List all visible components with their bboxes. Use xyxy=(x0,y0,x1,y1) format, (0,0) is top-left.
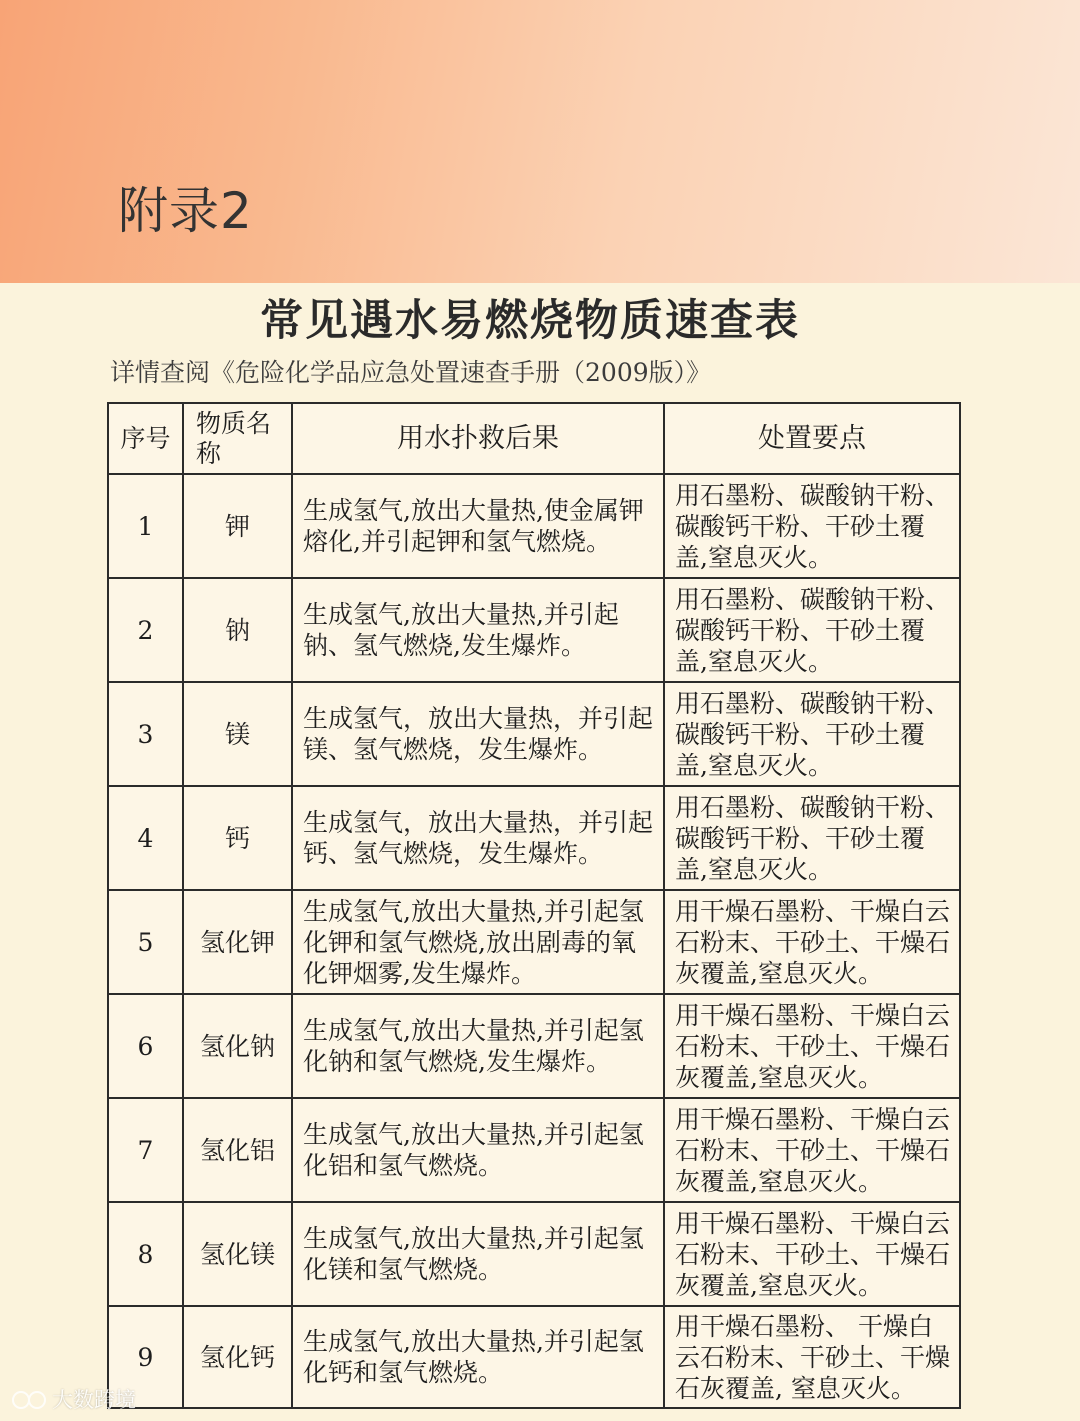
header-band xyxy=(0,0,1080,283)
row-substance-name: 氢化钙 xyxy=(183,1306,292,1408)
row-water-effect: 生成氢气,放出大量热,并引起钠、氢气燃烧,发生爆炸。 xyxy=(292,578,664,682)
row-handling: 用干燥石墨粉、干燥白云石粉末、干砂土、干燥石灰覆盖,窒息灭火。 xyxy=(664,994,960,1098)
table-row xyxy=(108,786,960,890)
watermark-text: 大数跨境 xyxy=(52,1388,136,1412)
row-handling: 用干燥石墨粉、干燥白云石粉末、干砂土、干燥石灰覆盖,窒息灭火。 xyxy=(664,890,960,994)
row-index: 7 xyxy=(108,1098,183,1202)
row-substance-name: 钾 xyxy=(183,474,292,578)
row-handling: 用石墨粉、碳酸钠干粉、碳酸钙干粉、干砂土覆盖,窒息灭火。 xyxy=(664,474,960,578)
column-header-effect: 用水扑救后果 xyxy=(292,403,664,474)
table-row xyxy=(108,578,960,682)
row-index: 8 xyxy=(108,1202,183,1306)
row-index: 3 xyxy=(108,682,183,786)
row-water-effect: 生成氢气,放出大量热,并引起氢化镁和氢气燃烧。 xyxy=(292,1202,664,1306)
table-row xyxy=(108,474,960,578)
row-water-effect: 生成氢气,放出大量热,并引起氢化铝和氢气燃烧。 xyxy=(292,1098,664,1202)
reference-table xyxy=(107,402,961,1409)
row-substance-name: 钠 xyxy=(183,578,292,682)
watermark xyxy=(10,1384,136,1414)
row-substance-name: 氢化铝 xyxy=(183,1098,292,1202)
row-index: 2 xyxy=(108,578,183,682)
row-water-effect: 生成氢气,放出大量热,使金属钾熔化,并引起钾和氢气燃烧。 xyxy=(292,474,664,578)
appendix-label: 附录2 xyxy=(118,182,253,240)
row-water-effect: 生成氢气,放出大量热,并引起氢化钠和氢气燃烧,发生爆炸。 xyxy=(292,994,664,1098)
row-handling: 用干燥石墨粉、 干燥白云石粉末、干砂土、干燥石灰覆盖, 窒息灭火。 xyxy=(664,1306,960,1408)
row-handling: 用石墨粉、碳酸钠干粉、碳酸钙干粉、干砂土覆盖,窒息灭火。 xyxy=(664,786,960,890)
row-handling: 用干燥石墨粉、干燥白云石粉末、干砂土、干燥石灰覆盖,窒息灭火。 xyxy=(664,1202,960,1306)
row-water-effect: 生成氢气，放出大量热，并引起镁、氢气燃烧，发生爆炸。 xyxy=(292,682,664,786)
row-handling: 用石墨粉、碳酸钠干粉、碳酸钙干粉、干砂土覆盖,窒息灭火。 xyxy=(664,682,960,786)
row-substance-name: 镁 xyxy=(183,682,292,786)
row-water-effect: 生成氢气,放出大量热,并引起氢化钙和氢气燃烧。 xyxy=(292,1306,664,1408)
table-row xyxy=(108,890,960,994)
logo-rings-icon xyxy=(10,1389,48,1409)
table-row xyxy=(108,994,960,1098)
table-header-row xyxy=(108,403,960,474)
row-water-effect: 生成氢气,放出大量热,并引起氢化钾和氢气燃烧,放出剧毒的氧化钾烟雾,发生爆炸。 xyxy=(292,890,664,994)
column-header-index: 序号 xyxy=(108,403,183,474)
table-row xyxy=(108,1098,960,1202)
row-index: 9 xyxy=(108,1306,183,1408)
row-substance-name: 氢化镁 xyxy=(183,1202,292,1306)
row-index: 4 xyxy=(108,786,183,890)
row-index: 6 xyxy=(108,994,183,1098)
row-water-effect: 生成氢气，放出大量热，并引起钙、氢气燃烧，发生爆炸。 xyxy=(292,786,664,890)
row-index: 1 xyxy=(108,474,183,578)
table-row xyxy=(108,682,960,786)
row-handling: 用石墨粉、碳酸钠干粉、碳酸钙干粉、干砂土覆盖,窒息灭火。 xyxy=(664,578,960,682)
row-substance-name: 氢化钠 xyxy=(183,994,292,1098)
row-substance-name: 氢化钾 xyxy=(183,890,292,994)
row-substance-name: 钙 xyxy=(183,786,292,890)
document-subtitle: 详情查阅《危险化学品应急处置速查手册（2009版）》 xyxy=(110,358,712,387)
table-row xyxy=(108,1306,960,1408)
row-index: 5 xyxy=(108,890,183,994)
column-header-handling: 处置要点 xyxy=(664,403,960,474)
row-handling: 用干燥石墨粉、干燥白云石粉末、干砂土、干燥石灰覆盖,窒息灭火。 xyxy=(664,1098,960,1202)
table-row xyxy=(108,1202,960,1306)
document-title: 常见遇水易燃烧物质速查表 xyxy=(260,296,800,346)
column-header-name: 物质名称 xyxy=(183,403,292,474)
